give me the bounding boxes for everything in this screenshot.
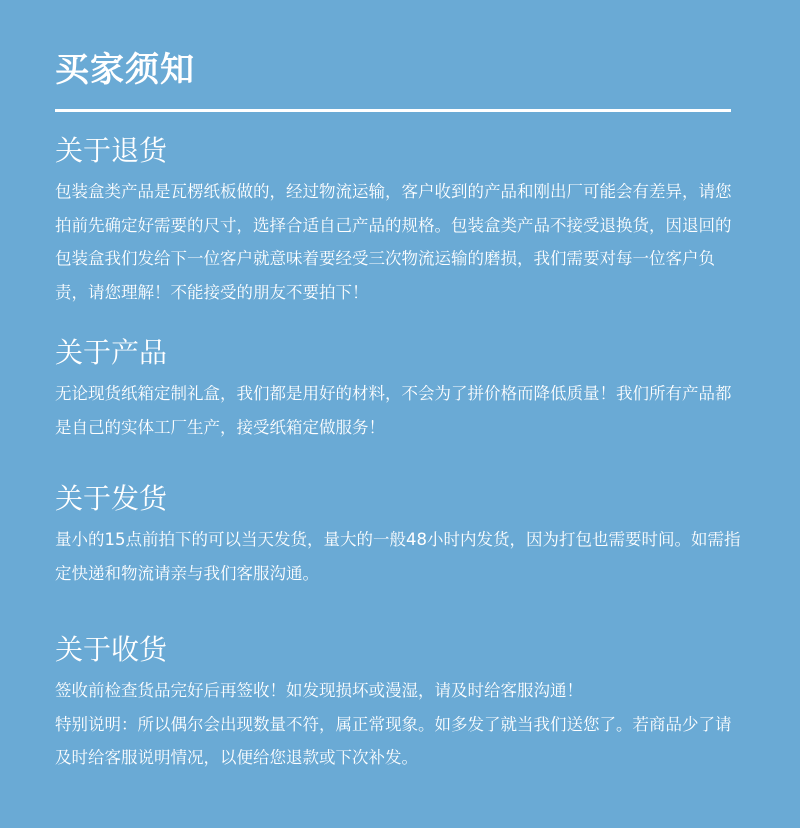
section-heading-shipping: 关于发货 bbox=[55, 482, 168, 515]
section-heading-receiving: 关于收货 bbox=[55, 633, 168, 666]
section-text-refund: 包装盒类产品是瓦楞纸板做的，经过物流运输，客户收到的产品和刚出厂可能会有差异，请您拍前先确定好需要的尺寸，选择合适自己产品的规格。包装盒类产品不接受退换货，因退回的包装盒我们发给下一位客户就意味着要经受三次物流运输的磨损，我们需要对每一位客户负责，请您理解！不能接受的朋友不要拍下！ bbox=[55, 182, 732, 302]
section-text-shipping: 量小的15点前拍下的可以当天发货，量大的一般48小时内发货，因为打包也需要时间。如需指定快递和物流请亲与我们客服沟通。 bbox=[55, 530, 741, 583]
section-text-product: 无论现货纸箱定制礼盒，我们都是用好的材料，不会为了拼价格而降低质量！我们所有产品都是自己的实体工厂生产，接受纸箱定做服务！ bbox=[55, 384, 732, 437]
section-refund bbox=[55, 131, 745, 309]
section-text-receiving-note: 特别说明：所以偶尔会出现数量不符，属正常现象。如多发了就当我们送您了。若商品少了请及时给客服说明情况，以便给您退款或下次补发。 bbox=[55, 714, 732, 767]
section-heading-refund: 关于退货 bbox=[55, 134, 168, 167]
page-title: 买家须知 bbox=[55, 50, 195, 90]
section-product bbox=[55, 333, 745, 444]
section-receiving bbox=[55, 630, 745, 775]
section-heading-product: 关于产品 bbox=[55, 336, 168, 369]
section-text-receiving: 签收前检查货品完好后再签收！如发现损坏或漫湿，请及时给客服沟通！ bbox=[55, 681, 583, 700]
title-divider bbox=[55, 109, 731, 112]
section-shipping bbox=[55, 479, 745, 590]
